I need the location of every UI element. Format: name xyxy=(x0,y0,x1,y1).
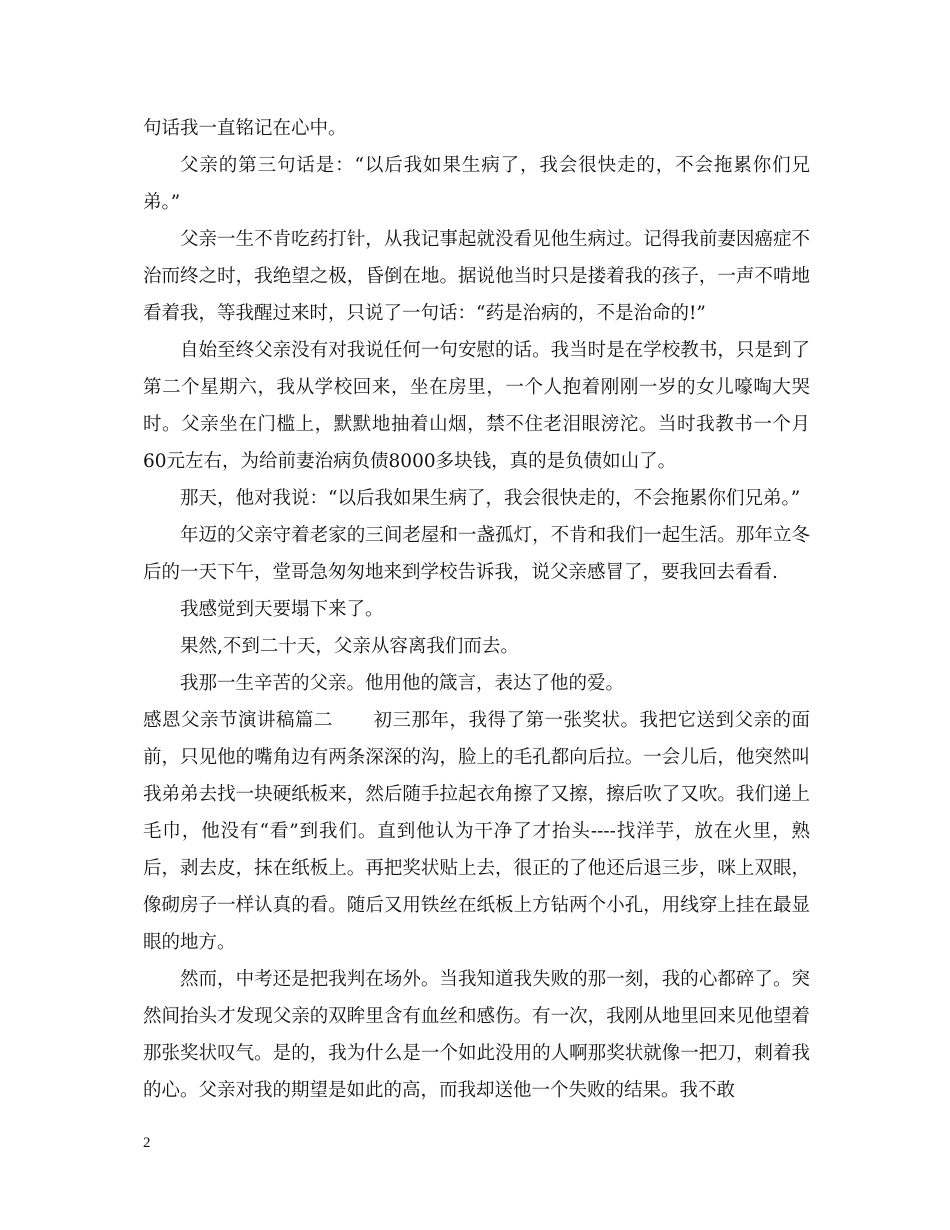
section-first-text: 初三那年，我得了第一张奖状。我把它送到父亲的面前，只见他的嘴角边有两条深深的沟，脸上的毛孔都向后拉。一会儿后，他突然叫我弟弟去找一块硬纸板来，然后随手拉起衣角擦了又擦，擦后吹了又吹。我们递上毛巾，他没有“看”到我们。直到他认为干净了才抬头----找洋芋，放在火里，熟后，剥去皮，抹在纸板上。再把奖状贴上去，很正的了他还后退三步，咪上双眼，像砌房子一样认真的看。随后又用铁丝在纸板上方钻两个小孔，用线穿上挂在最显眼的地方。 xyxy=(143,710,810,953)
section-paragraph xyxy=(143,702,810,961)
paragraph-9: 我那一生辛苦的父亲。他用他的箴言，表达了他的爱。 xyxy=(180,673,625,694)
paragraph-2: 父亲的第三句话是：“以后我如果生病了，我会很快走的，不会拖累你们兄弟。” xyxy=(143,155,810,213)
page-number: 2 xyxy=(143,1135,151,1151)
paragraph-last: 然而，中考还是把我判在场外。当我知道我失败的那一刻，我的心都碎了。突然间抬头才发现父亲的双眸里含有血丝和感伤。有一次，我刚从地里回来见他望着那张奖状叹气。是的，我为什么是一个如此没用的人啊那奖状就像一把刀，刺着我的心。父亲对我的期望是如此的高，而我却送他一个失败的结果。我不敢 xyxy=(143,969,810,1101)
paragraph-5: 那天，他对我说：“以后我如果生病了，我会很快走的，不会拖累你们兄弟。” xyxy=(180,488,801,509)
paragraph-6: 年迈的父亲守着老家的三间老屋和一盏孤灯，不肯和我们一起生活。那年立冬后的一天下午，堂哥急匆匆地来到学校告诉我，说父亲感冒了，要我回去看看. xyxy=(143,525,810,583)
paragraph-3: 父亲一生不肯吃药打针，从我记事起就没看见他生病过。记得我前妻因癌症不治而终之时，我绝望之极，昏倒在地。据说他当时只是搂着我的孩子，一声不啃地看着我，等我醒过来时，只说了一句话：“药是治病的，不是治命的!” xyxy=(143,229,810,324)
section-title: 感恩父亲节演讲稿篇二 xyxy=(143,710,333,731)
paragraph-1: 句话我一直铭记在心中。 xyxy=(143,118,347,139)
body-text xyxy=(143,110,810,1109)
paragraph-7: 我感觉到天要塌下来了。 xyxy=(180,599,384,620)
paragraph-4: 自始至终父亲没有对我说任何一句安慰的话。我当时是在学校教书，只是到了第二个星期六，我从学校回来，坐在房里，一个人抱着刚刚一岁的女儿嚎啕大哭时。父亲坐在门槛上，默默地抽着山烟，禁不住老泪眼滂沱。当时我教书一个月60元左右，为给前妻治病负债8000多块钱，真的是负债如山了。 xyxy=(143,340,810,472)
paragraph-8: 果然,不到二十天，父亲从容离我们而去。 xyxy=(180,636,519,657)
